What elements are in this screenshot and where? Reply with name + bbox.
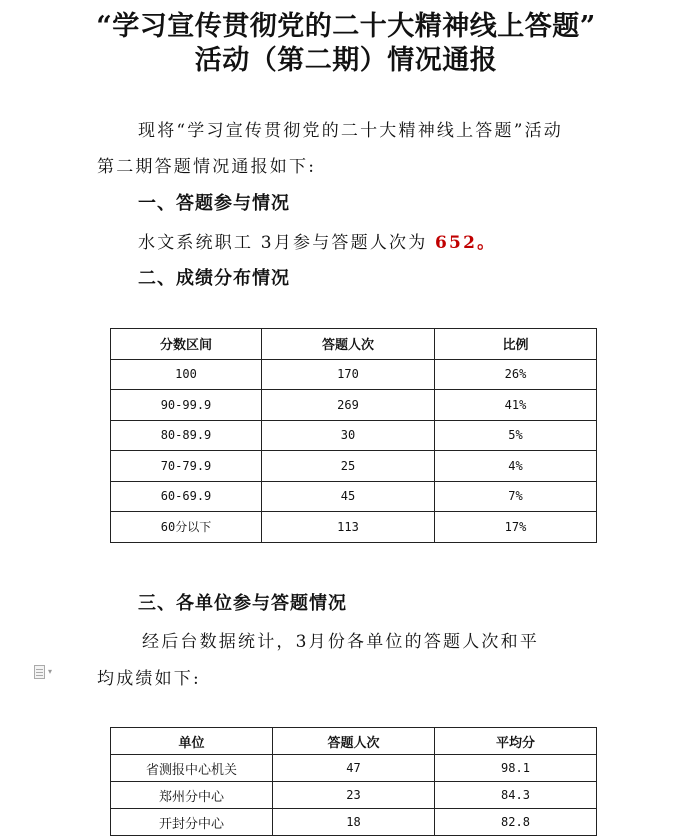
table-cell: 47 <box>273 755 435 782</box>
table-cell: 41% <box>435 390 597 421</box>
table-row <box>111 809 597 836</box>
participation-count: 652 <box>435 233 478 253</box>
table-header-cell: 分数区间 <box>111 329 262 360</box>
table-cell: 25 <box>262 451 435 482</box>
table-cell: 98.1 <box>435 755 597 782</box>
table-cell: 80-89.9 <box>111 420 262 451</box>
table-cell: 60-69.9 <box>111 481 262 512</box>
section1-text-prefix: 水文系统职工 3月参与答题人次为 <box>138 233 436 253</box>
section3-text-line-2: 均成绩如下: <box>97 669 201 689</box>
table-header-row <box>111 728 597 755</box>
table-cell: 269 <box>262 390 435 421</box>
table-cell: 郑州分中心 <box>111 782 273 809</box>
chevron-down-icon: ▾ <box>48 667 53 676</box>
title-line-1: “学习宣传贯彻党的二十大精神线上答题” <box>96 11 596 42</box>
document-icon[interactable] <box>34 664 62 680</box>
intro-line-1: 现将“学习宣传贯彻党的二十大精神线上答题”活动 <box>138 121 563 141</box>
table-header-cell: 单位 <box>111 728 273 755</box>
table-row <box>111 420 597 451</box>
intro-line-2: 第二期答题情况通报如下: <box>97 157 317 177</box>
section1-text <box>138 228 496 253</box>
table-cell: 17% <box>435 512 597 543</box>
table-row <box>111 755 597 782</box>
table-cell: 省测报中心机关 <box>111 755 273 782</box>
document-glyph <box>34 665 45 679</box>
section3-text-line-1: 经后台数据统计，3月份各单位的答题人次和平 <box>142 632 540 652</box>
table-cell: 70-79.9 <box>111 451 262 482</box>
table-cell: 60分以下 <box>111 512 262 543</box>
table-cell: 23 <box>273 782 435 809</box>
table-cell: 5% <box>435 420 597 451</box>
section1-heading: 一、答题参与情况 <box>138 193 290 214</box>
section1-text-suffix: 。 <box>477 233 497 253</box>
title-line-2: 活动（第二期）情况通报 <box>194 45 498 76</box>
table-cell: 84.3 <box>435 782 597 809</box>
table-row <box>111 512 597 543</box>
table-cell: 82.8 <box>435 809 597 836</box>
table-cell: 18 <box>273 809 435 836</box>
table-header-cell: 答题人次 <box>262 329 435 360</box>
table-header-cell: 平均分 <box>435 728 597 755</box>
table-cell: 7% <box>435 481 597 512</box>
table-row <box>111 359 597 390</box>
table-cell: 45 <box>262 481 435 512</box>
table-row <box>111 451 597 482</box>
table-cell: 4% <box>435 451 597 482</box>
table-cell: 30 <box>262 420 435 451</box>
table-cell: 开封分中心 <box>111 809 273 836</box>
table-cell: 113 <box>262 512 435 543</box>
section3-heading: 三、各单位参与答题情况 <box>138 593 347 614</box>
table-row <box>111 481 597 512</box>
table-header-cell: 比例 <box>435 329 597 360</box>
table-header-row <box>111 329 597 360</box>
table-row <box>111 782 597 809</box>
section2-heading: 二、成绩分布情况 <box>138 268 290 289</box>
unit-participation-table <box>110 727 597 836</box>
table-row <box>111 390 597 421</box>
table-cell: 26% <box>435 359 597 390</box>
table-header-cell: 答题人次 <box>273 728 435 755</box>
table-cell: 90-99.9 <box>111 390 262 421</box>
table-cell: 170 <box>262 359 435 390</box>
score-distribution-table <box>110 328 597 543</box>
table-cell: 100 <box>111 359 262 390</box>
